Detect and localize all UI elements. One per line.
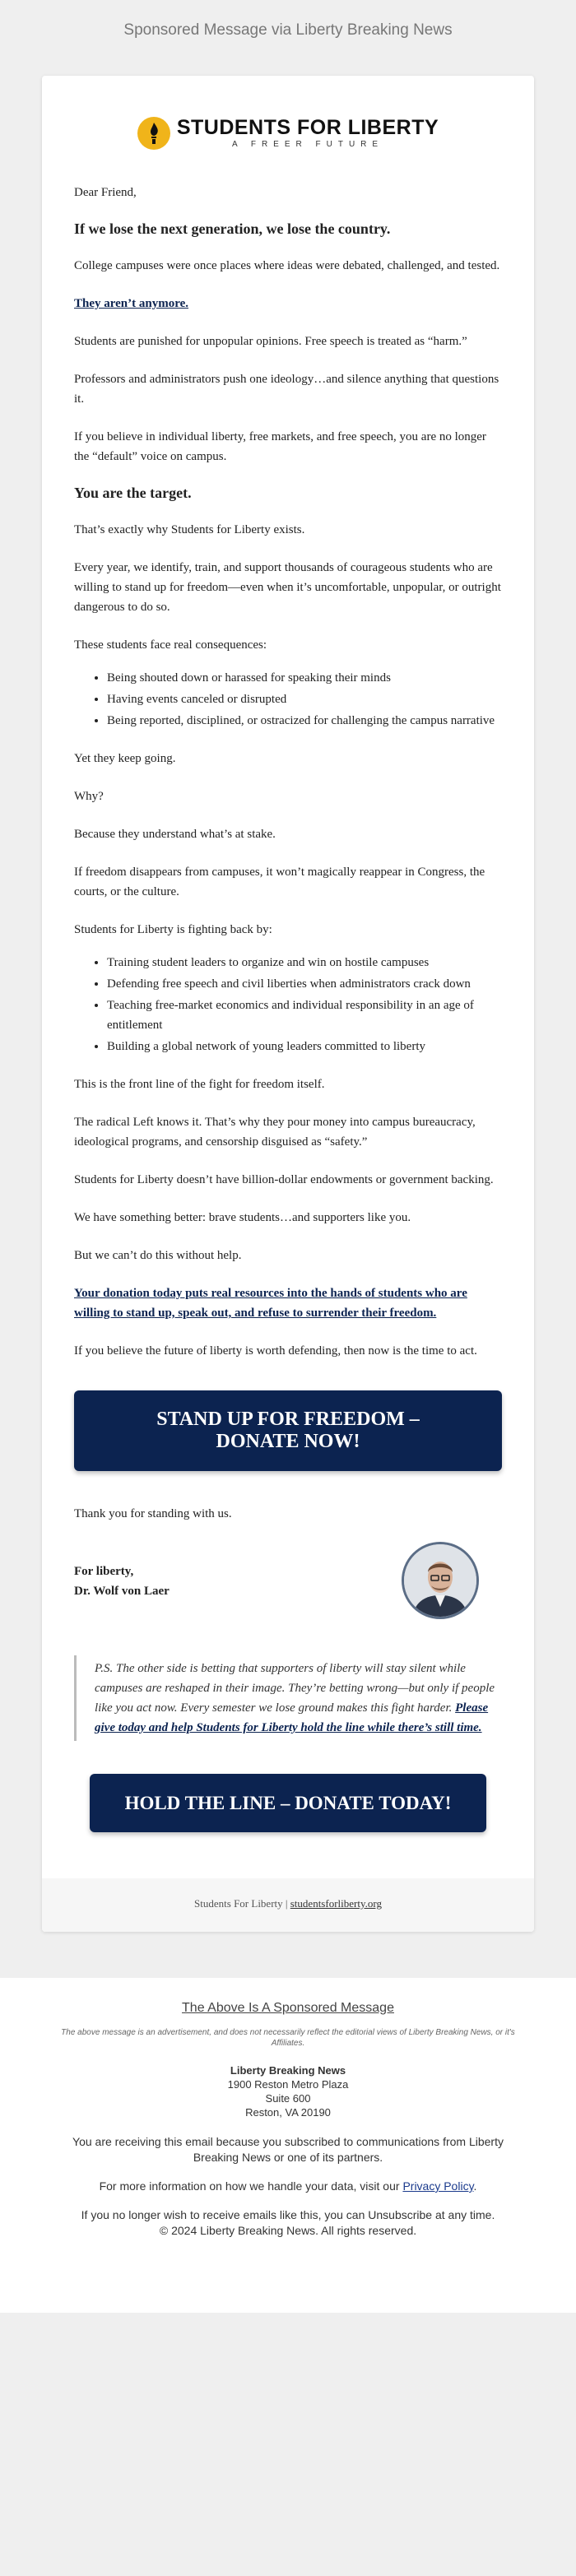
donation-link[interactable]: Your donation today puts real resources into the hands of students who are willing to stand up, speak out, and refuse to surrender their freedom. <box>74 1287 467 1320</box>
torch-icon <box>137 117 170 150</box>
paragraph: If you believe the future of liberty is worth defending, then now is the time to act. <box>74 1344 477 1358</box>
hold-the-line-button[interactable]: HOLD THE LINE – DONATE TODAY! <box>90 1774 486 1832</box>
paragraph: The radical Left knows it. That’s why they pour money into campus bureaucracy, ideological programs, and censorship disguised as “safety.” <box>74 1116 476 1149</box>
paragraph: College campuses were once places where ideas were debated, challenged, and tested. <box>74 259 500 272</box>
signoff: For liberty, <box>74 1565 134 1578</box>
donate-now-button[interactable]: STAND UP FOR FREEDOM – DONATE NOW! <box>74 1390 502 1471</box>
list-item: • Training student leaders to organize and win on hostile campuses <box>107 953 502 972</box>
card-footer <box>42 1878 534 1932</box>
paragraph: If you believe in individual liberty, free markets, and free speech, you are no longer the “default” voice on campus. <box>74 430 486 463</box>
paragraph: If freedom disappears from campuses, it won’t magically reappear in Congress, the courts, or the culture. <box>74 866 485 898</box>
list-item: • Defending free speech and civil liberties when administrators crack down <box>107 974 502 994</box>
signer-name: Dr. Wolf von Laer <box>74 1585 170 1598</box>
sponsor-footer <box>0 1978 576 2313</box>
disclaimer: The above message is an advertisement, and does not necessarily reflect the editorial views of Liberty Breaking News, or it's Affiliates. <box>61 2028 515 2048</box>
link-they-arent-anymore[interactable]: They aren’t anymore. <box>74 297 189 310</box>
greeting: Dear Friend, <box>74 186 137 199</box>
copyright: © 2024 Liberty Breaking News. All rights reserved. <box>159 2224 417 2237</box>
list-item: • Having events canceled or disrupted <box>107 689 502 709</box>
ps-text: P.S. The other side is betting that supporters of liberty will stay silent while campuses are reshaped in their image. They’re betting wrong—but only if people like you act now. Every semester we lose ground makes this fight harder. <box>95 1662 495 1715</box>
paragraph: We have something better: brave students…and supporters like you. <box>74 1211 411 1224</box>
paragraph: That’s exactly why Students for Liberty exists. <box>74 523 305 536</box>
privacy-suffix: . <box>473 2179 477 2193</box>
footer-website-link[interactable]: studentsforliberty.org <box>290 1897 382 1910</box>
privacy-notice <box>49 2179 527 2194</box>
paragraph: Students for Liberty is fighting back by: <box>74 923 272 936</box>
consequences-list <box>74 668 502 731</box>
actions-list <box>74 953 502 1056</box>
paragraph: Students for Liberty doesn’t have billion-dollar endowments or government backing. <box>74 1173 494 1186</box>
list-item: • Building a global network of young leaders committed to liberty <box>107 1037 502 1056</box>
sponsored-header-text: Sponsored Message via Liberty Breaking News <box>123 21 453 39</box>
logo-brand: STUDENTS FOR LIBERTY <box>176 116 439 139</box>
list-item: • Being shouted down or harassed for speaking their minds <box>107 668 502 688</box>
postscript <box>74 1655 502 1741</box>
company-name: Liberty Breaking News <box>230 2064 346 2077</box>
paragraph: This is the front line of the fight for freedom itself. <box>74 1078 325 1091</box>
signature-block <box>74 1542 502 1619</box>
logo-tagline: A FREER FUTURE <box>231 140 384 149</box>
paragraph: Students are punished for unpopular opinions. Free speech is treated as “harm.” <box>74 335 467 348</box>
paragraph: Because they understand what’s at stake. <box>74 828 276 841</box>
headline-you-are-the-target: You are the target. <box>74 485 192 501</box>
headline-next-generation: If we lose the next generation, we lose the country. <box>74 220 391 237</box>
suite: Suite 600 <box>265 2092 311 2105</box>
list-item: • Being reported, disciplined, or ostracized for challenging the campus narrative <box>107 711 502 731</box>
paragraph: But we can’t do this without help. <box>74 1249 242 1262</box>
sfl-logo[interactable] <box>74 76 502 183</box>
list-item: • Teaching free-market economics and individual responsibility in an age of entitlement <box>107 996 502 1035</box>
privacy-prefix: For more information on how we handle your data, visit our <box>99 2179 403 2193</box>
thanks-line: Thank you for standing with us. <box>74 1507 232 1520</box>
sponsored-header <box>0 0 576 61</box>
privacy-policy-link[interactable]: Privacy Policy <box>402 2179 474 2193</box>
paragraph: Yet they keep going. <box>74 752 176 765</box>
email-card <box>42 76 534 1932</box>
unsubscribe-notice <box>49 2207 527 2239</box>
receiving-notice: You are receiving this email because you subscribed to communications from Liberty Breaking News or one of its partners. <box>72 2135 504 2164</box>
city: Reston, VA 20190 <box>245 2106 331 2119</box>
paragraph: These students face real consequences: <box>74 638 267 652</box>
paragraph: Professors and administrators push one ideology…and silence anything that questions it. <box>74 373 499 406</box>
paragraph: Every year, we identify, train, and support thousands of courageous students who are willing to stand up for freedom—even when it’s uncomfortable, unpopular, or outright dangerous to do so. <box>74 561 501 614</box>
unsubscribe-text: If you no longer wish to receive emails like this, you can Unsubscribe at any time. <box>81 2208 495 2221</box>
mailing-address <box>49 2063 527 2119</box>
street: 1900 Reston Metro Plaza <box>227 2078 349 2091</box>
footer-org: Students For Liberty | <box>194 1897 290 1910</box>
paragraph: Why? <box>74 790 104 803</box>
avatar <box>402 1542 479 1619</box>
sponsored-message-heading: The Above Is A Sponsored Message <box>182 2001 394 2015</box>
ps-donate-link[interactable]: Please give today and help Students for Liberty hold the line while there’s still time. <box>95 1701 489 1734</box>
